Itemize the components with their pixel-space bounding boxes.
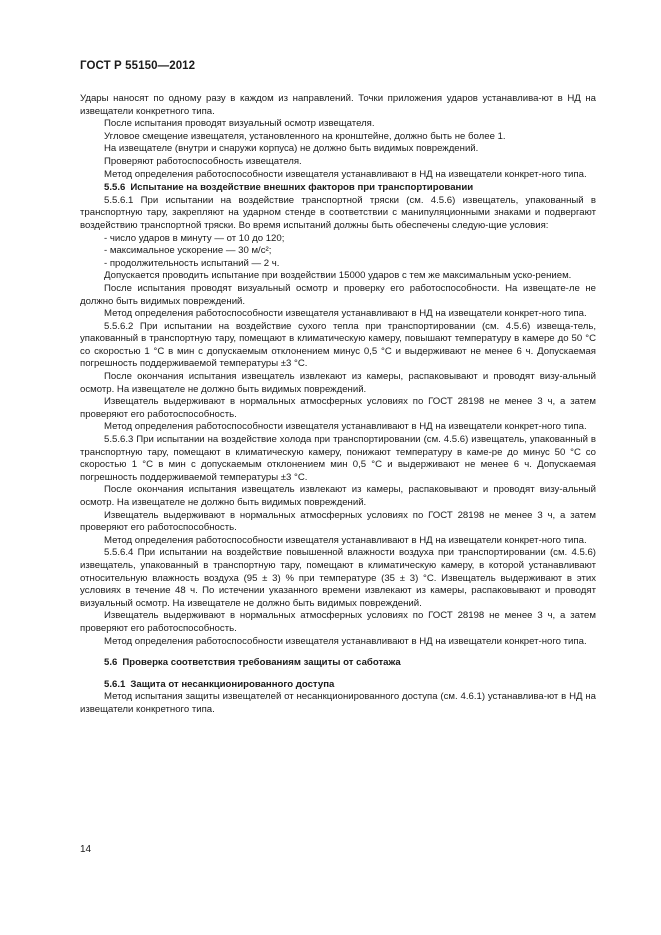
paragraph: 5.5.6.4 При испытании на воздействие повышенной влажности воздуха при транспортировании (см. 4.5.6) извещатель, упакованный в транспортную тару, помещают в климатическую камеру, в которой устанавливают относительную влажность воздуха (95 ± 3) % при температуре (35 ± 3) °С. Извещатель выдерживают в этих условиях в течение 48 ч. По истечении указанного времени извлекают из камеры, распаковывают и проводят визуальный осмотр. На извещателе не должно быть видимых повреждений. <box>80 547 596 609</box>
paragraph: Метод определения работоспособности извещателя устанавливают в НД на извещатели конкрет-ного типа. <box>104 168 587 180</box>
paragraph: Извещатель выдерживают в нормальных атмосферных условиях по ГОСТ 28198 не менее 3 ч, а затем проверяют его работоспособность. <box>80 610 596 634</box>
paragraph: 5.5.6.2 При испытании на воздействие сухого тепла при транспортировании (см. 4.5.6) извеща-тель, упакованный в транспортную тару, помещают в климатическую камеру, повышают температуру в камере до 50 °С со скоростью 1 °С в мин с допускаемым отклонением минус 0,5 °С и выдерживают не менее 6 ч. Допускаемая погрешность поддерживаемой температуры ±3 °С. <box>80 320 596 370</box>
paragraph: Удары наносят по одному разу в каждом из направлений. Точки приложения ударов устанавлива-ют в НД на извещатели конкретного типа. <box>80 93 596 117</box>
section-heading <box>80 679 596 692</box>
paragraph: После испытания проводят визуальный осмотр и проверку его работоспособности. На извещате-ле не должно быть видимых повреждений. <box>80 282 596 307</box>
paragraph: Метод определения работоспособности извещателя устанавливают в НД на извещатели конкрет-ного типа. <box>104 635 587 647</box>
document-body <box>80 93 596 717</box>
list-item: - продолжительность испытаний — 2 ч. <box>104 257 280 269</box>
paragraph: Метод определения работоспособности извещателя устанавливают в НД на извещатели конкрет-ного типа. <box>104 534 587 546</box>
list-item: - число ударов в минуту — от 10 до 120; <box>104 232 285 244</box>
paragraph: 5.5.6.3 При испытании на воздействие холода при транспортировании (см. 4.5.6) извещатель, упакованный в транспортную тару, помещают в климатическую камеру, понижают температуру в каме-ре до минус 50 °С со скоростью 1 °С в мин с допускаемым отклонением мин 0,5 °С и выдерживают не менее 6 ч. Допускаемая погрешность поддерживаемой температуры ±3 °С. <box>80 434 596 483</box>
section-title: Проверка соответствия требованиям защиты от саботажа <box>122 657 401 669</box>
paragraph: 5.5.6.1 При испытании на воздействие транспортной тряски (см. 4.5.6) извещатель, упакованный в транспортную тару, закрепляют на ударном стенде в соответствии с манипуляционными знаками и подвергают воздействию транспортной тряски. Во время испытаний должны быть обеспечены следую-щие условия: <box>80 194 596 231</box>
paragraph: После испытания проводят визуальный осмотр извещателя. <box>104 118 375 130</box>
paragraph: Проверяют работоспособность извещателя. <box>104 155 302 167</box>
section-title: Испытание на воздействие внешних факторов при транспортировании <box>130 182 474 194</box>
paragraph: После окончания испытания извещатель извлекают из камеры, распаковывают и проводят визу-альный осмотр. На извещателе не должно быть видимых повреждений. <box>80 484 596 508</box>
section-title: Защита от несанкционированного доступа <box>130 678 335 690</box>
section-number: 5.5.6 <box>104 182 126 194</box>
paragraph: Метод определения работоспособности извещателя устанавливают в НД на извещатели конкрет-ного типа. <box>104 421 587 433</box>
paragraph: Угловое смещение извещателя, установленного на кронштейне, должно быть не более 1. <box>104 130 506 142</box>
paragraph: Метод испытания защиты извещателей от несанкционированного доступа (см. 4.6.1) устанавлива-ют в НД на извещатели конкретного типа. <box>80 691 596 715</box>
document-header: ГОСТ Р 55150—2012 <box>80 60 196 72</box>
paragraph: На извещателе (внутри и снаружи корпуса) не должно быть видимых повреждений. <box>104 143 479 155</box>
list-item: - максимальное ускорение — 30 м/с²; <box>104 245 272 257</box>
paragraph: После окончания испытания извещатель извлекают из камеры, распаковывают и проводят визу-альный осмотр. На извещателе не должно быть видимых повреждений. <box>80 371 596 395</box>
paragraph: Допускается проводить испытание при воздействии 15000 ударов с тем же максимальным уско-рением. <box>104 270 572 282</box>
paragraph: Извещатель выдерживают в нормальных атмосферных условиях по ГОСТ 28198 не менее 3 ч, а затем проверяют его работоспособность. <box>80 509 596 534</box>
paragraph: Метод определения работоспособности извещателя устанавливают в НД на извещатели конкрет-ного типа. <box>104 308 587 320</box>
page-number: 14 <box>80 844 92 855</box>
section-heading <box>80 182 596 195</box>
section-number: 5.6.1 <box>104 678 126 690</box>
paragraph: Извещатель выдерживают в нормальных атмосферных условиях по ГОСТ 28198 не менее 3 ч, а затем проверяют его работоспособность. <box>80 396 596 420</box>
section-number: 5.6 <box>104 657 118 669</box>
section-heading <box>80 657 596 670</box>
